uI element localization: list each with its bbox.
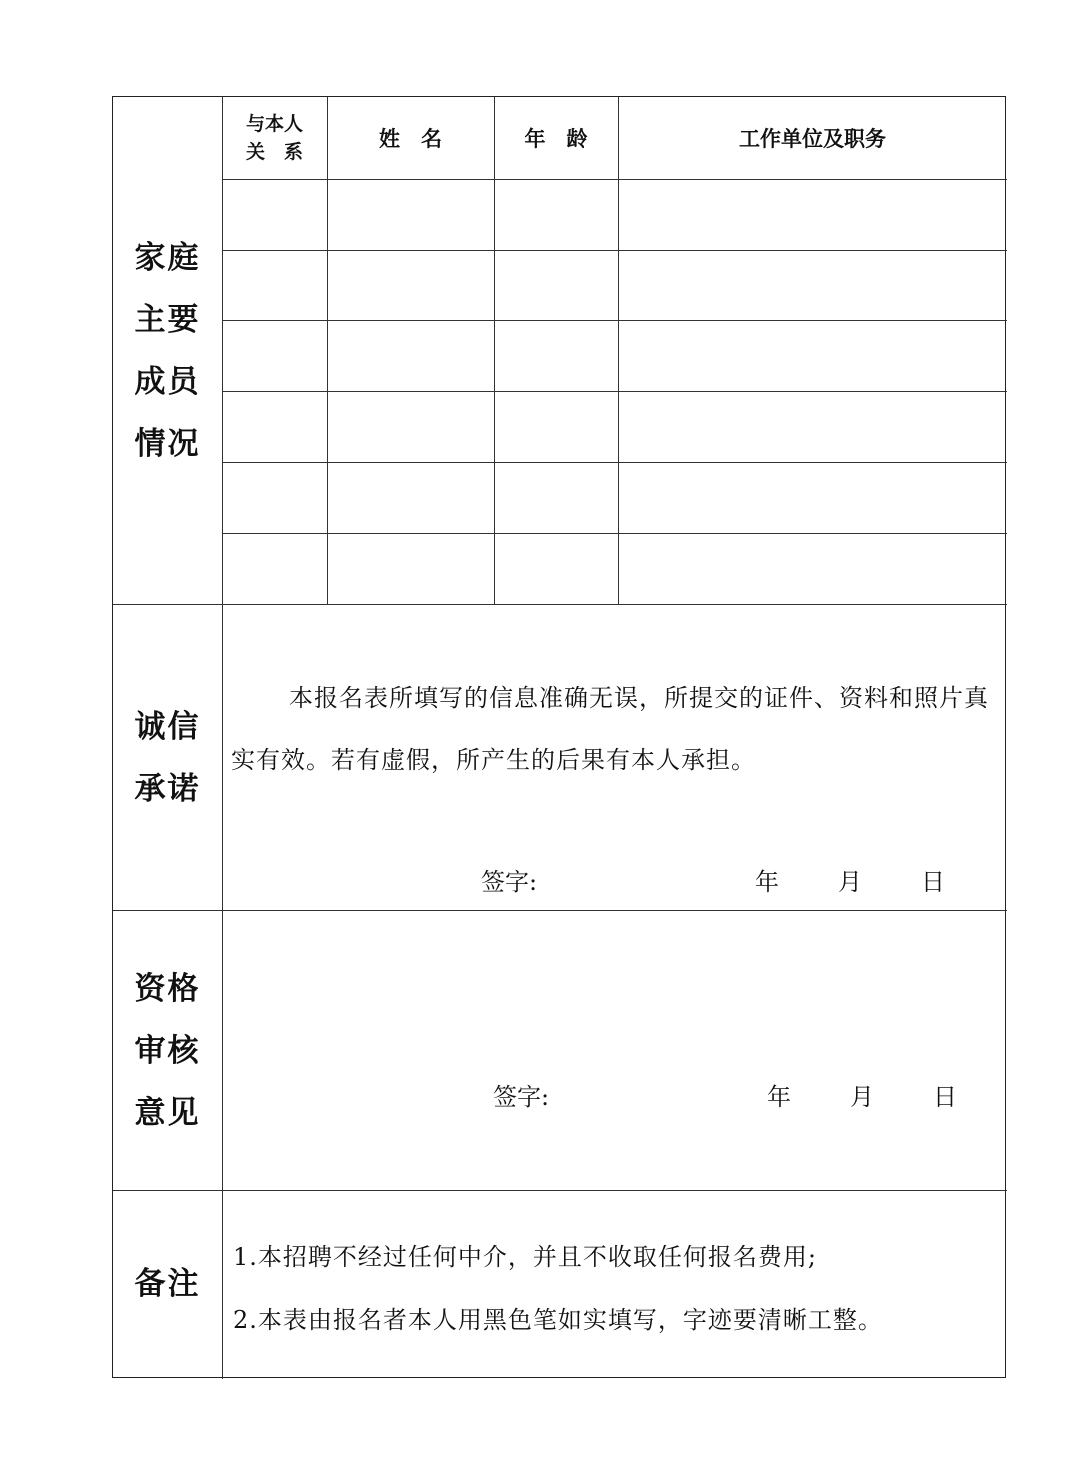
name-cell[interactable]: [328, 392, 494, 462]
review-signature-row: [223, 1077, 1007, 1113]
age-cell[interactable]: [495, 534, 618, 604]
name-cell[interactable]: [328, 251, 494, 320]
relation-cell[interactable]: [223, 534, 327, 604]
month-label: 月: [850, 1083, 874, 1111]
work-cell[interactable]: [619, 180, 1007, 250]
month-label: 月: [838, 868, 862, 896]
name-cell[interactable]: [328, 463, 494, 533]
name-cell[interactable]: [328, 321, 494, 391]
name-cell[interactable]: [328, 180, 494, 250]
signature-label: 签字:: [481, 868, 538, 896]
relation-cell[interactable]: [223, 463, 327, 533]
relation-cell[interactable]: [223, 321, 327, 391]
work-cell[interactable]: [619, 463, 1007, 533]
age-cell[interactable]: [495, 180, 618, 250]
work-cell[interactable]: [619, 392, 1007, 462]
relation-column-header: 与本人 关 系: [245, 113, 303, 163]
section-separator: [113, 604, 1007, 605]
age-cell[interactable]: [495, 251, 618, 320]
age-cell[interactable]: [495, 463, 618, 533]
signature-label: 签字:: [493, 1083, 550, 1111]
remarks-note-2: 2.本表由报名者本人用黑色笔如实填写，字迹要清晰工整。: [233, 1306, 883, 1334]
work-cell[interactable]: [619, 534, 1007, 604]
family-section-label: 家庭 主要 成员 情况: [134, 239, 201, 462]
relation-cell[interactable]: [223, 392, 327, 462]
work-column-header: 工作单位及职务: [739, 127, 886, 151]
section-separator: [113, 1190, 1007, 1191]
day-label: 日: [921, 868, 945, 896]
review-section-label: 资格 审核 意见: [134, 970, 201, 1131]
integrity-statement: 本报名表所填写的信息准确无误，所提交的证件、资料和照片真实有效。若有虚假，所产生的后果有本人承担。: [231, 684, 989, 774]
relation-cell[interactable]: [223, 251, 327, 320]
remarks-note-1: 1.本招聘不经过任何中介，并且不收取任何报名费用;: [233, 1243, 817, 1271]
relation-cell[interactable]: [223, 180, 327, 250]
year-label: 年: [755, 868, 779, 896]
registration-form-table: [112, 96, 1006, 1378]
age-cell[interactable]: [495, 392, 618, 462]
work-cell[interactable]: [619, 251, 1007, 320]
age-cell[interactable]: [495, 321, 618, 391]
name-cell[interactable]: [328, 534, 494, 604]
integrity-section-label: 诚信 承诺: [134, 708, 201, 807]
name-column-header: 姓 名: [379, 127, 442, 151]
remarks-section-label: 备注: [134, 1266, 201, 1302]
age-column-header: 年 龄: [524, 127, 588, 151]
review-opinion-area[interactable]: [223, 911, 1007, 1061]
year-label: 年: [767, 1083, 791, 1111]
integrity-signature-row: [223, 862, 1007, 898]
work-cell[interactable]: [619, 321, 1007, 391]
day-label: 日: [933, 1083, 957, 1111]
